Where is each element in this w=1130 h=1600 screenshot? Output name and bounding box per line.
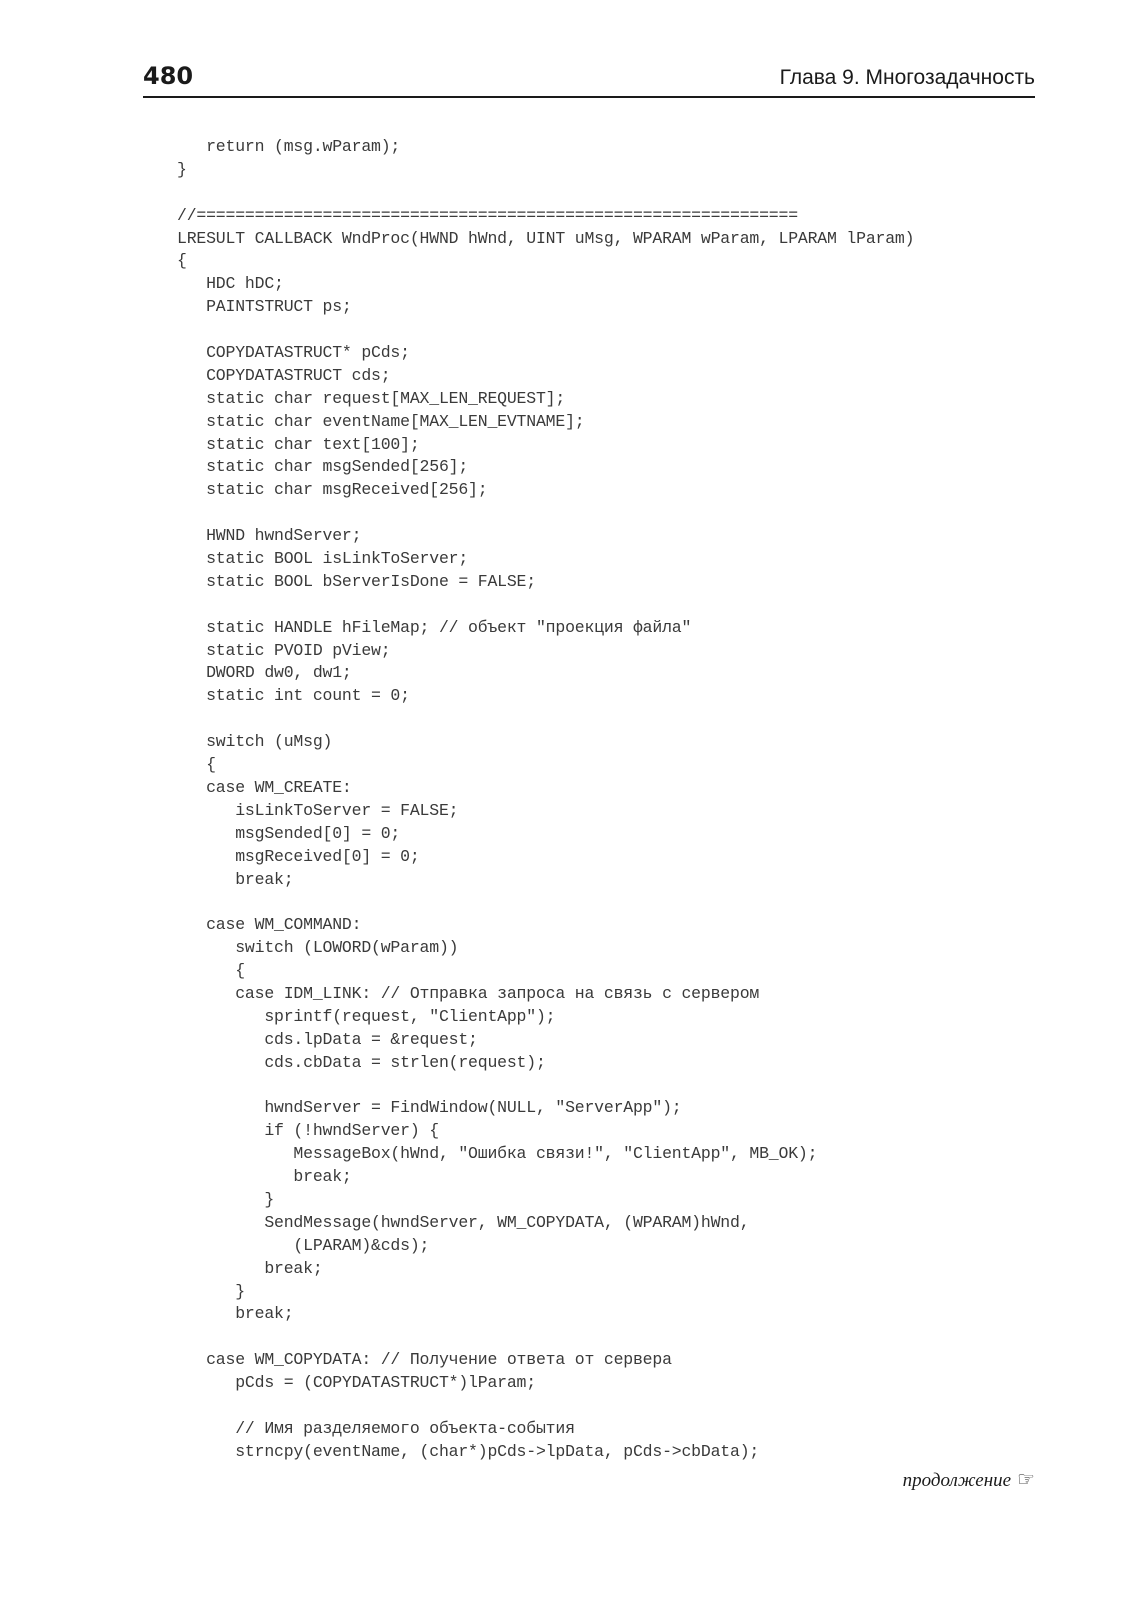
code-line: case WM_CREATE: [177, 777, 352, 797]
code-line: msgSended[0] = 0; [177, 823, 401, 843]
code-line: static char msgReceived[256]; [177, 480, 488, 500]
code-line: break; [177, 1304, 294, 1324]
code-listing [177, 136, 1037, 1464]
code-line: LRESULT CALLBACK WndProc(HWND hWnd, UINT uMsg, WPARAM wParam, LPARAM lParam) [177, 228, 915, 248]
code-line: cds.cbData = strlen(request); [177, 1052, 546, 1072]
continuation-label: продолжение [902, 1470, 1012, 1491]
code-line: cds.lpData = &request; [177, 1029, 478, 1049]
code-line [177, 182, 1037, 205]
code-line: static char msgSended[256]; [177, 457, 469, 477]
code-line: COPYDATASTRUCT* pCds; [177, 343, 410, 363]
code-line [177, 319, 1037, 342]
code-line: static BOOL bServerIsDone = FALSE; [177, 571, 536, 591]
code-line: break; [177, 869, 294, 889]
code-line: HDC hDC; [177, 274, 284, 294]
code-line: COPYDATASTRUCT cds; [177, 365, 391, 385]
code-line: break; [177, 1167, 352, 1187]
code-line [177, 891, 1037, 914]
code-line [177, 594, 1037, 617]
code-line: case WM_COMMAND: [177, 915, 362, 935]
code-line: isLinkToServer = FALSE; [177, 800, 459, 820]
code-line: case WM_COPYDATA: // Получение ответа от сервера [177, 1350, 672, 1370]
code-line: // Имя разделяемого объекта-события [177, 1418, 575, 1438]
code-line: DWORD dw0, dw1; [177, 663, 352, 683]
code-line: case IDM_LINK: // Отправка запроса на связь с сервером [177, 983, 760, 1003]
code-line: } [177, 1189, 275, 1209]
page-header [143, 60, 1035, 98]
code-line: static char text[100]; [177, 434, 420, 454]
code-line: { [177, 961, 245, 981]
code-line: { [177, 251, 187, 271]
code-line [177, 502, 1037, 525]
code-line [177, 1395, 1037, 1418]
continuation-note [903, 1466, 1035, 1494]
page-number: 480 [143, 62, 194, 90]
code-line: hwndServer = FindWindow(NULL, "ServerApp"); [177, 1098, 682, 1118]
code-line: static char request[MAX_LEN_REQUEST]; [177, 388, 566, 408]
code-line: if (!hwndServer) { [177, 1121, 439, 1141]
code-line [177, 1075, 1037, 1098]
code-line [177, 708, 1037, 731]
code-line: return (msg.wParam); [177, 137, 401, 156]
code-line: strncpy(eventName, (char*)pCds->lpData, pCds->cbData); [177, 1441, 760, 1461]
code-line: PAINTSTRUCT ps; [177, 297, 352, 317]
code-line [177, 1326, 1037, 1349]
code-line: static HANDLE hFileMap; // объект "проекция файла" [177, 617, 692, 637]
code-line: msgReceived[0] = 0; [177, 846, 420, 866]
code-line: } [177, 159, 187, 179]
chapter-title: Глава 9. Многозадачность [779, 66, 1035, 89]
code-line: pCds = (COPYDATASTRUCT*)lParam; [177, 1373, 536, 1393]
code-line: static int count = 0; [177, 686, 410, 706]
code-line: static PVOID pView; [177, 640, 391, 660]
code-line: break; [177, 1258, 323, 1278]
code-line: static char eventName[MAX_LEN_EVTNAME]; [177, 411, 585, 431]
code-line: HWND hwndServer; [177, 526, 362, 546]
code-line: static BOOL isLinkToServer; [177, 549, 469, 569]
code-line: MessageBox(hWnd, "Ошибка связи!", "ClientApp", MB_OK); [177, 1144, 818, 1164]
code-line: switch (LOWORD(wParam)) [177, 938, 459, 958]
pointing-hand-icon: ☞ [1017, 1467, 1035, 1491]
code-line: { [177, 755, 216, 775]
code-line: } [177, 1281, 245, 1301]
code-line: //============================================================== [177, 205, 798, 225]
code-line: (LPARAM)&cds); [177, 1235, 430, 1255]
code-line: SendMessage(hwndServer, WM_COPYDATA, (WPARAM)hWnd, [177, 1212, 750, 1232]
code-line: switch (uMsg) [177, 732, 333, 752]
code-line: sprintf(request, "ClientApp"); [177, 1006, 556, 1026]
